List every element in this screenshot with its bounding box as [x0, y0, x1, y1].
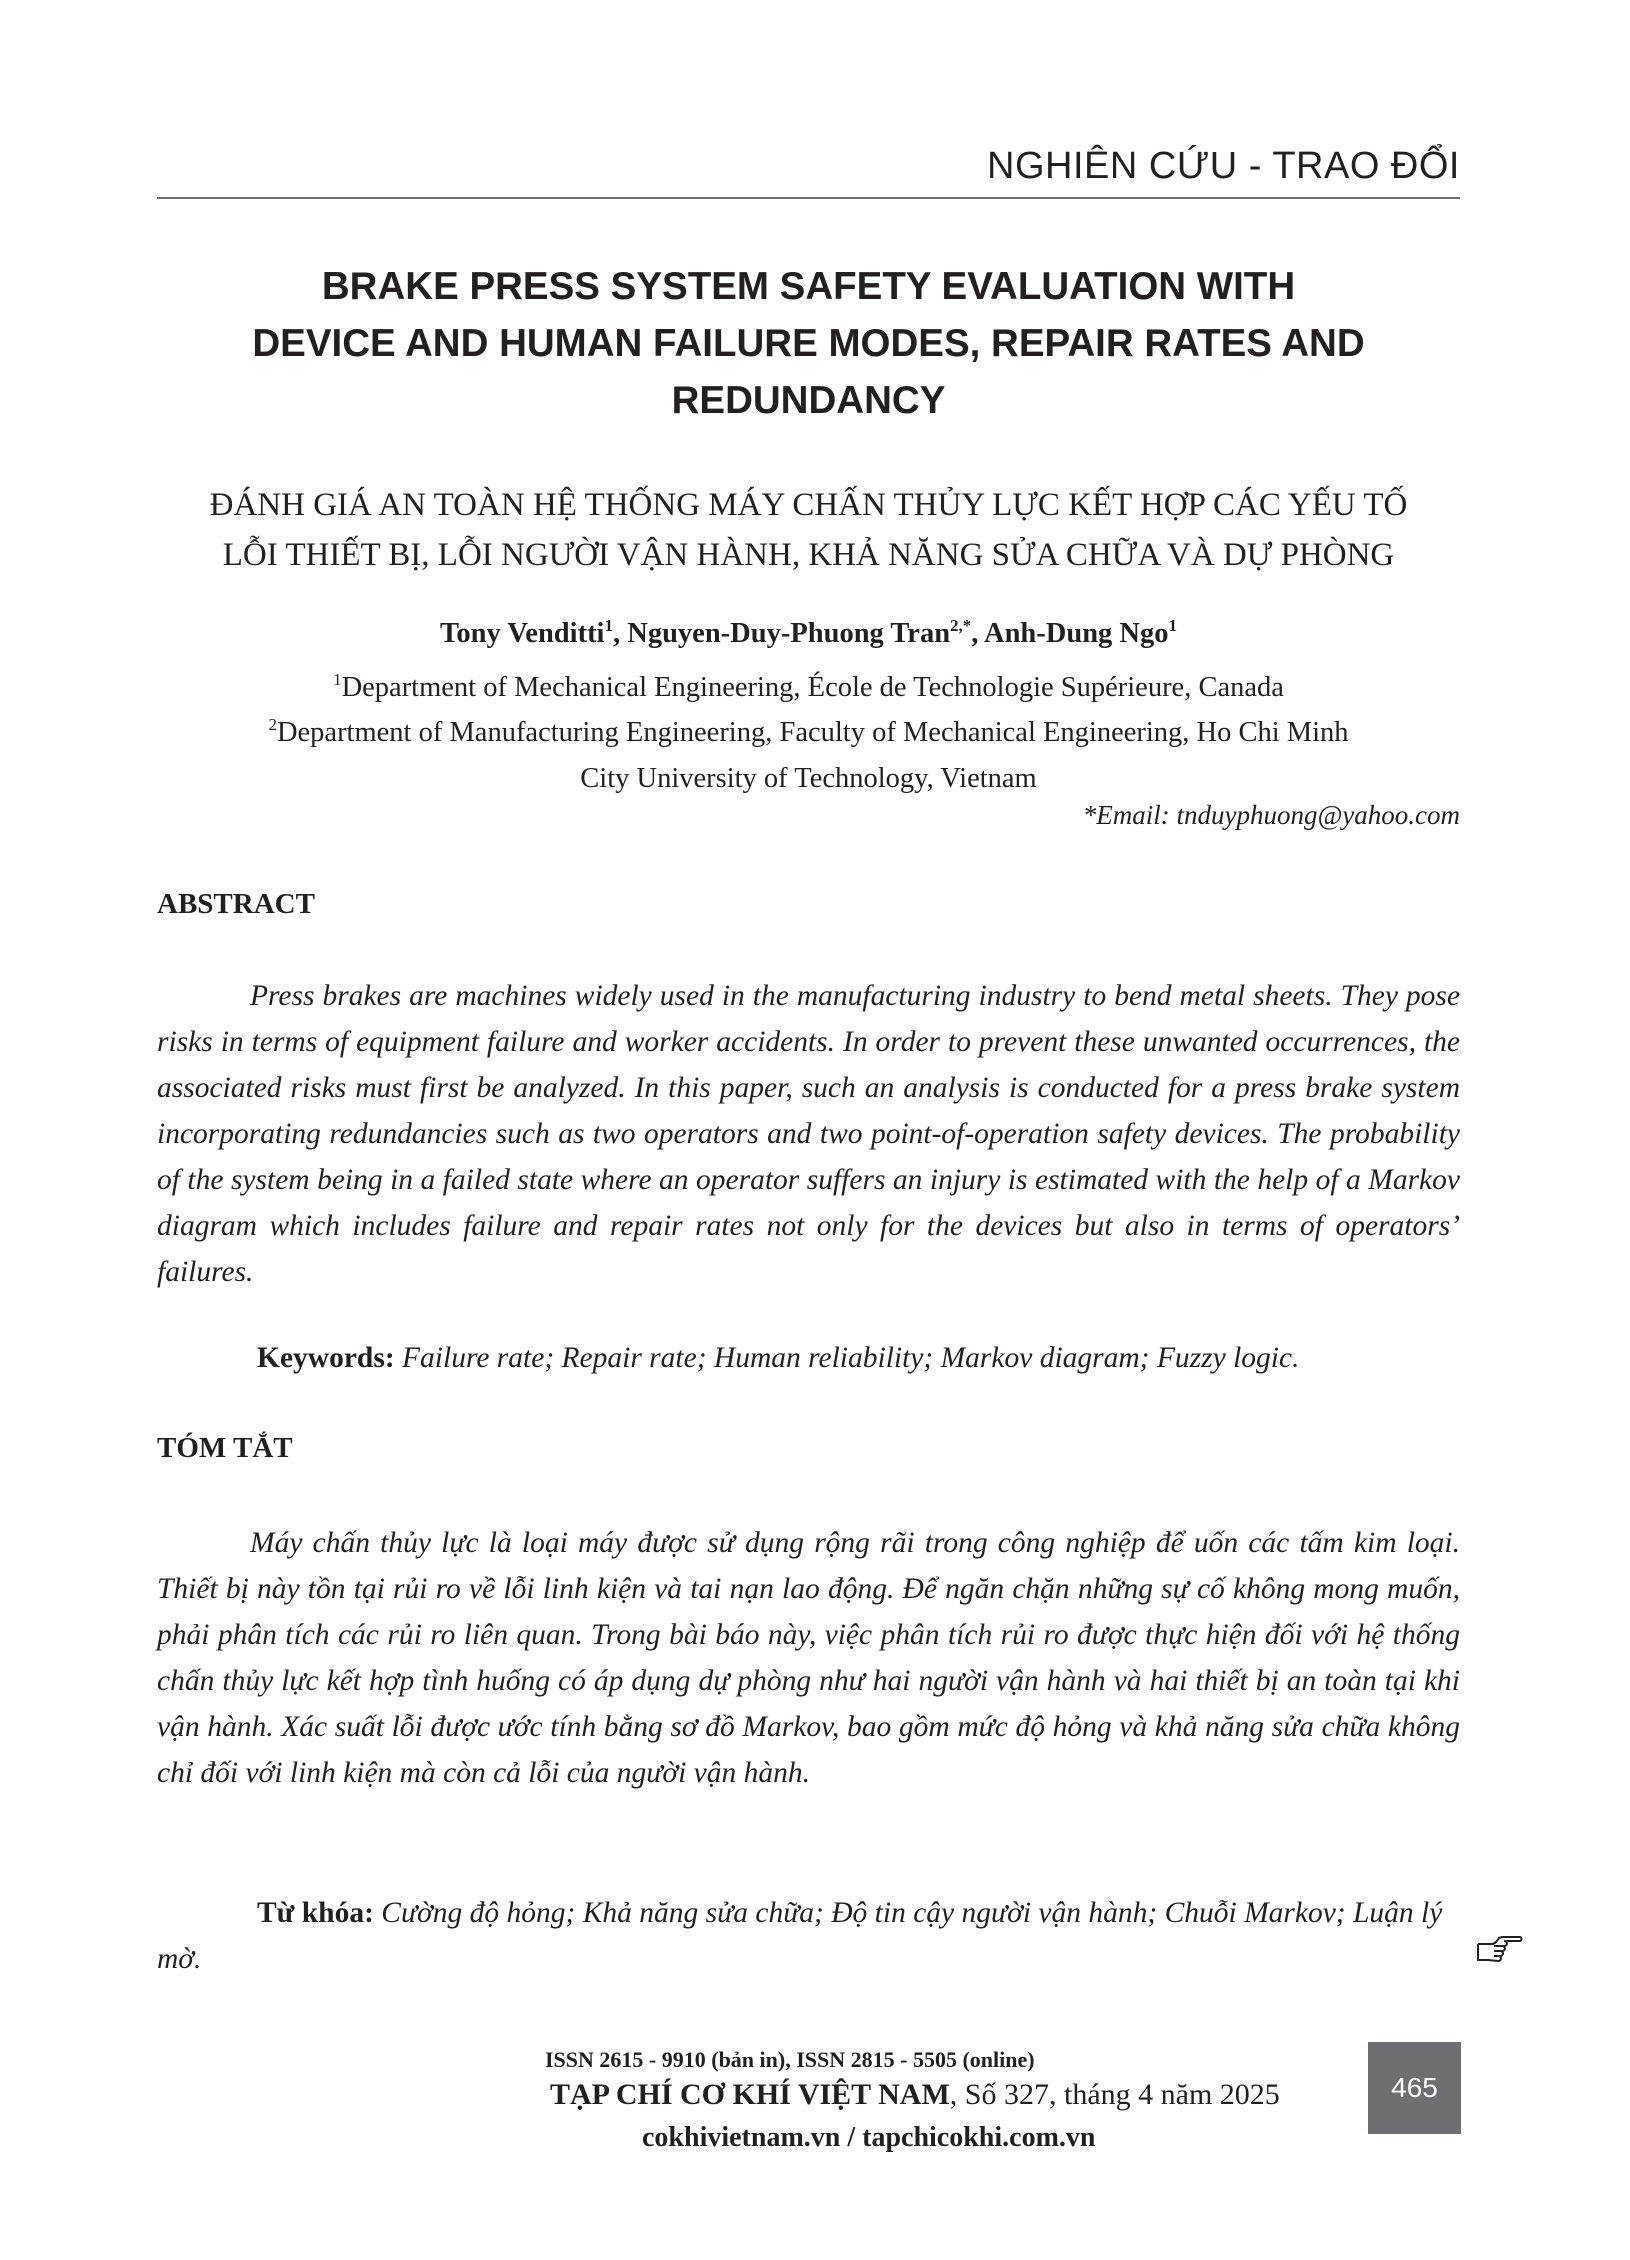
tu-khoa-label: Từ khóa: — [257, 1897, 374, 1929]
pointing-hand-icon — [1476, 1932, 1524, 1966]
affiliation-text: Department of Manufacturing Engineering, Faculty of Mechanical Engineering, Ho Chi Minh — [276, 717, 1349, 748]
abstract-heading: ABSTRACT — [157, 888, 315, 920]
keywords-text: Failure rate; Repair rate; Human reliability; Markov diagram; Fuzzy logic. — [394, 1342, 1300, 1374]
author-name: Nguyen-Duy-Phuong Tran — [627, 618, 951, 649]
vietnamese-title — [157, 480, 1460, 580]
english-title-line: BRAKE PRESS SYSTEM SAFETY EVALUATION WITH — [321, 265, 1296, 308]
vietnamese-title-line: LỖI THIẾT BỊ, LỖI NGƯỜI VẬN HÀNH, KHẢ NĂNG SỬA CHỮA VÀ DỰ PHÒNG — [222, 537, 1395, 573]
english-title — [157, 258, 1460, 429]
author-list — [157, 618, 1460, 650]
affiliation-2 — [157, 710, 1460, 802]
affiliation-mark: 1 — [333, 670, 342, 689]
page-number: 465 — [1391, 2072, 1438, 2103]
author-affiliation-mark: 2,* — [950, 616, 972, 635]
author-affiliation-mark: 1 — [604, 616, 613, 635]
tomtat-heading: TÓM TẮT — [157, 1432, 293, 1464]
page-number-box — [1368, 2042, 1461, 2134]
english-title-line: DEVICE AND HUMAN FAILURE MODES, REPAIR RATES AND — [252, 322, 1365, 365]
author-name: Tony Venditti — [439, 618, 605, 649]
journal-issue: , Số 327, tháng 4 năm 2025 — [949, 2078, 1280, 2111]
author-name: Anh-Dung Ngo — [983, 618, 1169, 649]
abstract-text: Press brakes are machines widely used in the manufacturing industry to bend metal sheets. They pose risks in terms of equipment failure and worker accidents. In order to prevent these unwanted occurrences, the associated risks must first be analyzed. In this paper, such an analysis is conducted for a press brake system incorporating redundancies such as two operators and two point-of-operation safety devices. The probability of the system being in a failed state where an operator suffers an injury is estimated with the help of a Markov diagram which includes failure and repair rates not only for the devices but also in terms of operators’ failures. — [157, 980, 1460, 1288]
affiliation-1 — [157, 665, 1460, 711]
affiliation-mark: 2 — [268, 715, 277, 734]
tu-khoa-text: Cường độ hỏng; Khả năng sửa chữa; Độ tin cậy người vận hành; Chuỗi Markov; Luận lý mờ. — [157, 1897, 1443, 1975]
english-title-line: REDUNDANCY — [671, 379, 946, 422]
author-separator: , — [612, 618, 628, 649]
journal-name: TẠP CHÍ CƠ KHÍ VIỆT NAM — [550, 2078, 950, 2111]
header-rule — [157, 197, 1460, 199]
tomtat-keywords — [157, 1890, 1460, 1982]
abstract-keywords — [157, 1335, 1460, 1381]
corresponding-email: *Email: tnduyphuong@yahoo.com — [1082, 800, 1460, 830]
tomtat-text: Máy chấn thủy lực là loại máy được sử dụng rộng rãi trong công nghiệp để uốn các tấm kim loại. Thiết bị này tồn tại rủi ro về lỗi linh kiện và tai nạn lao động. Để ngăn chặn những sự cố không mong muốn, phải phân tích các rủi ro liên quan. Trong bài báo này, việc phân tích rủi ro được thực hiện đối với hệ thống chấn thủy lực kết hợp tình huống có áp dụng dự phòng như hai người vận hành và hai thiết bị an toàn tại khi vận hành. Xác suất lỗi được ước tính bằng sơ đồ Markov, bao gồm mức độ hỏng và khả năng sửa chữa không chỉ đối với linh kiện mà còn cả lỗi của người vận hành. — [157, 1527, 1460, 1789]
vietnamese-title-line: ĐÁNH GIÁ AN TOÀN HỆ THỐNG MÁY CHẤN THỦY LỰC KẾT HỢP CÁC YẾU TỐ — [209, 487, 1408, 523]
section-header: NGHIÊN CỨU - TRAO ĐỔI — [987, 145, 1460, 187]
keywords-label: Keywords: — [257, 1342, 395, 1374]
author-affiliation-mark: 1 — [1168, 616, 1177, 635]
footer-websites: cokhivietnam.vn / tapchicokhi.com.vn — [642, 2122, 1096, 2153]
footer-journal — [550, 2078, 1380, 2112]
affiliation-text: City University of Technology, Vietnam — [580, 763, 1037, 794]
affiliation-text: Department of Mechanical Engineering, École de Technologie Supérieure, Canada — [341, 672, 1284, 703]
author-separator: , — [971, 618, 984, 649]
footer-issn: ISSN 2615 - 9910 (bản in), ISSN 2815 - 5505 (online) — [545, 2047, 1035, 2072]
